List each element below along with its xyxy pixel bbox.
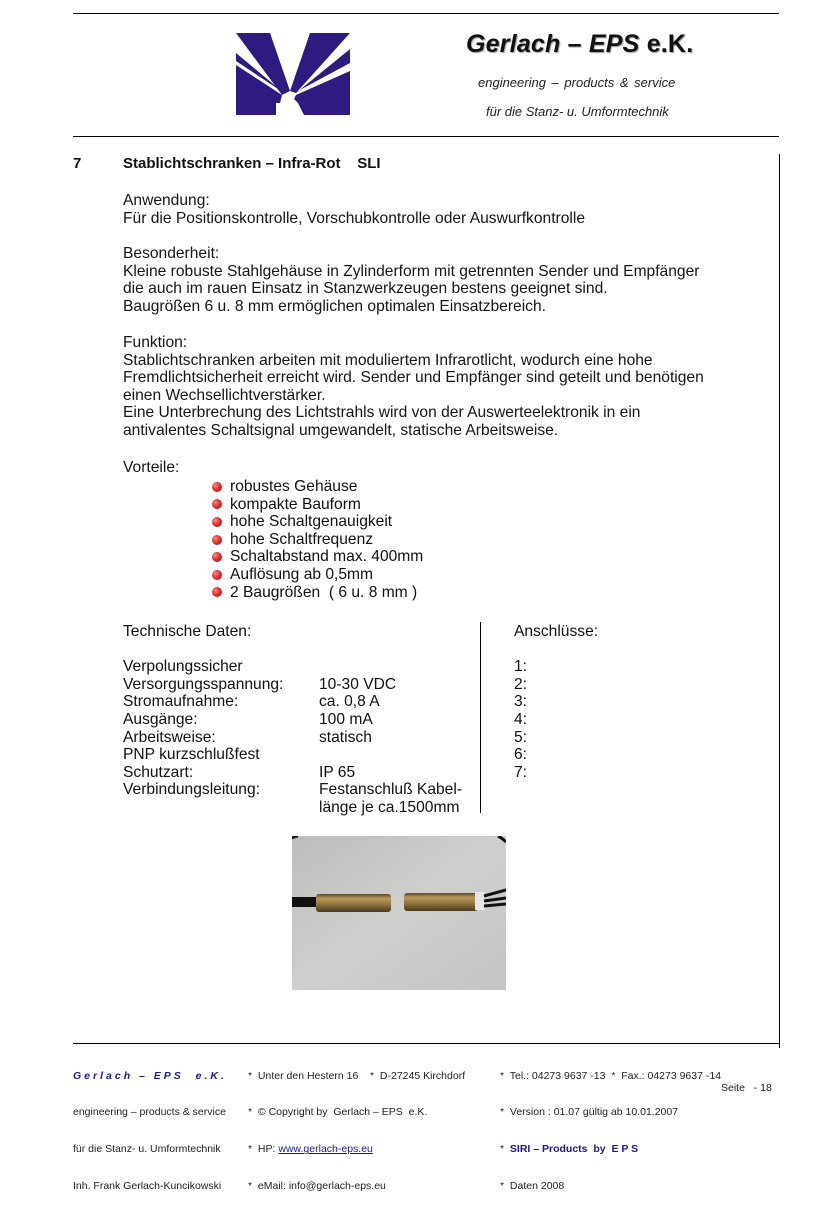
section-heading: Anwendung: [123, 192, 210, 209]
tech-row [123, 799, 462, 817]
list-item [212, 566, 423, 584]
section-funktion [123, 334, 704, 440]
footer-subline: für die Stanz- u. Umformtechnik [73, 1143, 221, 1156]
footer-email: * eMail: info@gerlach-eps.eu [248, 1180, 386, 1193]
red-bullet-icon [212, 535, 222, 545]
list-item-label: hohe Schaltfrequenz [230, 530, 374, 548]
tech-value: länge je ca.1500mm [319, 798, 460, 816]
connection-item: 1: [514, 658, 528, 676]
connections-spacer [514, 641, 598, 659]
tech-key: Versorgungsspannung: [123, 675, 284, 693]
red-bullet-icon [212, 552, 222, 562]
connection-item: 3: [514, 693, 528, 711]
footer-tagline: engineering – products & service [73, 1106, 226, 1119]
red-bullet-icon [212, 517, 222, 527]
brand-name [466, 30, 693, 59]
footer-top-rule [73, 1043, 779, 1044]
connections-heading: Anschlüsse: [514, 623, 599, 640]
tech-key: PNP kurzschlußfest [123, 746, 260, 764]
tech-spacer [123, 641, 462, 659]
header-bottom-rule [73, 136, 779, 137]
connection-item: 2: [514, 675, 528, 693]
section-line: die auch im rauen Einsatz in Stanzwerkzeugen bestens geeignet sind. [123, 280, 608, 298]
footer-owner: Inh. Frank Gerlach-Kuncikowski [73, 1180, 222, 1193]
page-number: Seite - 18 [721, 1082, 772, 1094]
list-item-label: Auflösung ab 0,5mm [230, 565, 374, 583]
tech-divider [480, 622, 481, 813]
red-bullet-icon [212, 570, 222, 580]
footer-hp-label: * HP: [248, 1143, 279, 1156]
section-line: Stablichtschranken arbeiten mit moduliertem Infrarotlicht, wodurch eine hohe [123, 351, 653, 369]
brand-main: Gerlach – EPS [466, 30, 640, 58]
connection-item: 4: [514, 710, 528, 728]
tech-key: Ausgänge: [123, 710, 198, 728]
chapter-number: 7 [73, 155, 82, 172]
connection-item: 6: [514, 746, 528, 764]
brand-subline: für die Stanz- u. Umformtechnik [486, 104, 669, 119]
red-bullet-icon [212, 482, 222, 492]
footer-product-line [500, 1143, 721, 1155]
list-item [212, 496, 423, 514]
connections [514, 623, 598, 781]
tech-heading-label: Technische Daten: [123, 623, 252, 640]
list-item-label: hohe Schaltgenauigkeit [230, 513, 393, 531]
footer-phone-fax: * Tel.: 04273 9637 -13 * Fax.: 04273 9637 -14 [500, 1069, 722, 1082]
footer-siri-products: SIRI – Products by E P S [509, 1143, 639, 1156]
vorteile-list [212, 478, 423, 601]
section-line: antivalentes Schaltsignal umgewandelt, statische Arbeitsweise. [123, 421, 559, 439]
section-heading: Besonderheit: [123, 245, 220, 262]
list-item [212, 513, 423, 531]
red-bullet-icon [212, 587, 222, 597]
tech-row [123, 676, 462, 694]
tech-row [123, 693, 462, 711]
footer-address-line: * Unter den Hestern 16 * D-27245 Kirchdorf [248, 1069, 466, 1082]
tech-row [123, 764, 462, 782]
right-margin-rule [779, 154, 780, 1048]
tech-row [123, 746, 462, 764]
list-item [212, 531, 423, 549]
section-heading: Funktion: [123, 334, 188, 351]
tech-value: 100 mA [319, 710, 373, 728]
tech-value: Festanschluß Kabel- [319, 781, 463, 799]
tech-key: Arbeitsweise: [123, 728, 216, 746]
tech-key: Verbindungsleitung: [123, 781, 260, 799]
list-item-label: 2 Baugrößen ( 6 u. 8 mm ) [230, 583, 418, 601]
footer-address [248, 1045, 465, 1205]
section-line: Baugrößen 6 u. 8 mm ermöglichen optimalen Einsatzbereich. [123, 297, 546, 315]
footer-data-year: * Daten 2008 [500, 1180, 565, 1193]
list-item-label: robustes Gehäuse [230, 478, 358, 495]
tech-key: Verpolungssicher [123, 658, 243, 676]
section-line: Eine Unterbrechung des Lichtstrahls wird von der Auswerteelektronik in ein [123, 404, 641, 422]
section-line: Kleine robuste Stahlgehäuse in Zylinderform mit getrennten Sender und Empfänger [123, 262, 700, 280]
list-item-label: kompakte Bauform [230, 495, 361, 513]
header-top-rule [73, 13, 779, 14]
list-item [212, 548, 423, 566]
section-vorteile-heading [123, 459, 179, 477]
homepage-link[interactable]: www.gerlach-eps.eu [278, 1143, 373, 1156]
footer-star: * [500, 1143, 510, 1156]
tech-row [123, 658, 462, 676]
list-item [212, 584, 423, 602]
brand-suffix: e.K. [646, 30, 694, 58]
footer-copyright: * © Copyright by Gerlach – EPS e.K. [248, 1106, 428, 1119]
tech-heading [123, 623, 462, 641]
tech-key: Stromaufnahme: [123, 693, 239, 711]
tech-row [123, 729, 462, 747]
red-bullet-icon [212, 499, 222, 509]
footer-company [73, 1045, 227, 1205]
section-line: Für die Positionskontrolle, Vorschubkontrolle oder Auswurfkontrolle [123, 209, 585, 227]
section-besonderheit [123, 245, 699, 315]
company-logo [236, 33, 350, 115]
tech-key [123, 799, 319, 817]
section-heading: Vorteile: [123, 459, 180, 476]
brand-tagline: engineering – products & service [478, 75, 676, 90]
footer-homepage [248, 1143, 465, 1155]
technical-data [123, 623, 462, 817]
connection-item: 5: [514, 728, 528, 746]
section-anwendung [123, 192, 585, 227]
product-photo [292, 836, 506, 990]
tech-value: IP 65 [319, 763, 356, 781]
footer-contact [500, 1045, 721, 1205]
tech-value: statisch [319, 728, 372, 746]
tech-row [123, 711, 462, 729]
tech-row [123, 781, 462, 799]
chapter-title: Stablichtschranken – Infra-Rot SLI [123, 155, 381, 172]
connection-item: 7: [514, 763, 528, 781]
tech-key: Schutzart: [123, 763, 194, 781]
footer-brand: Gerlach – EPS e.K. [73, 1069, 227, 1082]
list-item-label: Schaltabstand max. 400mm [230, 548, 424, 566]
list-item [212, 478, 423, 496]
tech-value: 10-30 VDC [319, 675, 397, 693]
section-line: Fremdlichtsicherheit erreicht wird. Sender und Empfänger sind geteilt und benötigen [123, 369, 704, 387]
section-line: einen Wechsellichtverstärker. [123, 386, 326, 404]
footer-version: * Version : 01.07 gültig ab 10.01.2007 [500, 1106, 679, 1119]
tech-value: ca. 0,8 A [319, 693, 380, 711]
